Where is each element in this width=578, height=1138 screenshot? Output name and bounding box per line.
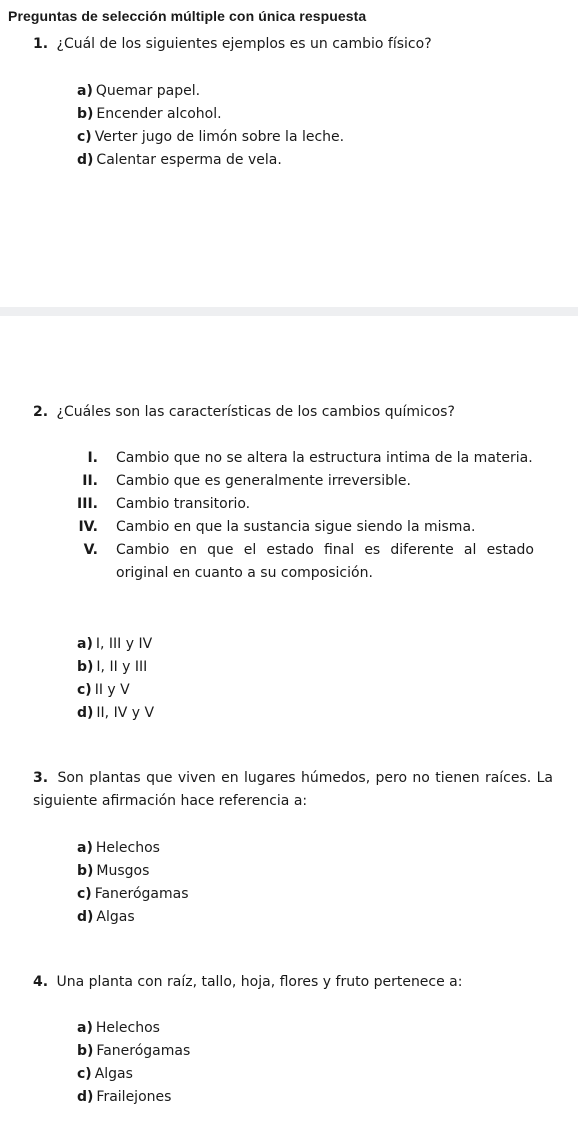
option-letter: c) bbox=[77, 682, 92, 698]
option-letter: b) bbox=[77, 659, 94, 675]
question-text: Son plantas que viven en lugares húmedos, pero no tienen raíces. La siguiente afirmación hace referencia a: bbox=[33, 770, 553, 809]
option-text: Algas bbox=[94, 1066, 133, 1082]
option-letter: c) bbox=[77, 886, 92, 902]
statement-text: Cambio en que el estado final es diferente al estado original en cuanto a su composición. bbox=[116, 542, 534, 581]
statement-number: I. bbox=[87, 450, 98, 466]
option-letter: b) bbox=[77, 1043, 94, 1059]
option-letter: a) bbox=[77, 840, 93, 856]
section-divider bbox=[0, 307, 578, 316]
option-text: Fanerógamas bbox=[96, 1043, 191, 1059]
statement-text: Cambio en que la sustancia sigue siendo la misma. bbox=[116, 519, 476, 535]
question-2-options bbox=[77, 633, 154, 725]
option-text: Algas bbox=[96, 909, 135, 925]
option-c[interactable] bbox=[77, 1063, 190, 1086]
question-number: 1. bbox=[33, 36, 49, 52]
option-text: Quemar papel. bbox=[95, 83, 201, 99]
option-letter: a) bbox=[77, 83, 93, 99]
statement-text: Cambio transitorio. bbox=[116, 496, 251, 512]
question-4-options bbox=[77, 1017, 190, 1109]
option-d[interactable] bbox=[77, 1086, 190, 1109]
question-4 bbox=[33, 971, 553, 994]
option-c[interactable] bbox=[77, 883, 189, 906]
statement-item bbox=[56, 470, 534, 493]
option-text: Frailejones bbox=[96, 1089, 172, 1105]
option-letter: d) bbox=[77, 705, 94, 721]
option-letter: c) bbox=[77, 1066, 92, 1082]
question-2 bbox=[33, 401, 553, 424]
question-1-options bbox=[77, 80, 344, 172]
option-letter: b) bbox=[77, 106, 94, 122]
option-text: Encender alcohol. bbox=[96, 106, 222, 122]
option-letter: a) bbox=[77, 636, 93, 652]
question-number: 3. bbox=[33, 770, 49, 786]
option-text: Fanerógamas bbox=[94, 886, 189, 902]
question-text: Una planta con raíz, tallo, hoja, flores y fruto pertenece a: bbox=[56, 974, 463, 990]
option-text: I, II y III bbox=[96, 659, 148, 675]
statement-number: II. bbox=[82, 473, 98, 489]
statement-item bbox=[56, 493, 534, 516]
statement-item bbox=[56, 447, 534, 470]
question-number: 2. bbox=[33, 404, 49, 420]
option-letter: d) bbox=[77, 152, 94, 168]
option-a[interactable] bbox=[77, 80, 344, 103]
question-number: 4. bbox=[33, 974, 49, 990]
statement-item bbox=[56, 539, 534, 585]
question-1 bbox=[33, 33, 553, 56]
question-3-options bbox=[77, 837, 189, 929]
option-text: II y V bbox=[94, 682, 130, 698]
page-title: Preguntas de selección múltiple con única respuesta bbox=[8, 8, 367, 24]
statement-number: V. bbox=[83, 542, 98, 558]
option-b[interactable] bbox=[77, 1040, 190, 1063]
option-letter: d) bbox=[77, 909, 94, 925]
option-b[interactable] bbox=[77, 860, 189, 883]
option-text: Musgos bbox=[96, 863, 150, 879]
statement-number: IV. bbox=[78, 519, 98, 535]
question-text: ¿Cuáles son las características de los cambios químicos? bbox=[56, 404, 455, 420]
option-text: II, IV y V bbox=[96, 705, 155, 721]
option-a[interactable] bbox=[77, 1017, 190, 1040]
option-text: Calentar esperma de vela. bbox=[96, 152, 282, 168]
question-text: ¿Cuál de los siguientes ejemplos es un cambio físico? bbox=[56, 36, 432, 52]
option-d[interactable] bbox=[77, 906, 189, 929]
option-text: Verter jugo de limón sobre la leche. bbox=[94, 129, 345, 145]
option-d[interactable] bbox=[77, 149, 344, 172]
option-a[interactable] bbox=[77, 837, 189, 860]
option-d[interactable] bbox=[77, 702, 154, 725]
option-letter: b) bbox=[77, 863, 94, 879]
option-b[interactable] bbox=[77, 656, 154, 679]
option-c[interactable] bbox=[77, 679, 154, 702]
question-2-statements bbox=[56, 447, 534, 585]
question-3 bbox=[33, 767, 553, 813]
option-text: I, III y IV bbox=[95, 636, 153, 652]
option-c[interactable] bbox=[77, 126, 344, 149]
option-letter: c) bbox=[77, 129, 92, 145]
option-letter: a) bbox=[77, 1020, 93, 1036]
statement-text: Cambio que es generalmente irreversible. bbox=[116, 473, 411, 489]
statement-number: III. bbox=[77, 496, 98, 512]
option-letter: d) bbox=[77, 1089, 94, 1105]
option-b[interactable] bbox=[77, 103, 344, 126]
statement-item bbox=[56, 516, 534, 539]
option-a[interactable] bbox=[77, 633, 154, 656]
option-text: Helechos bbox=[95, 840, 160, 856]
statement-text: Cambio que no se altera la estructura intima de la materia. bbox=[116, 450, 533, 466]
option-text: Helechos bbox=[95, 1020, 160, 1036]
